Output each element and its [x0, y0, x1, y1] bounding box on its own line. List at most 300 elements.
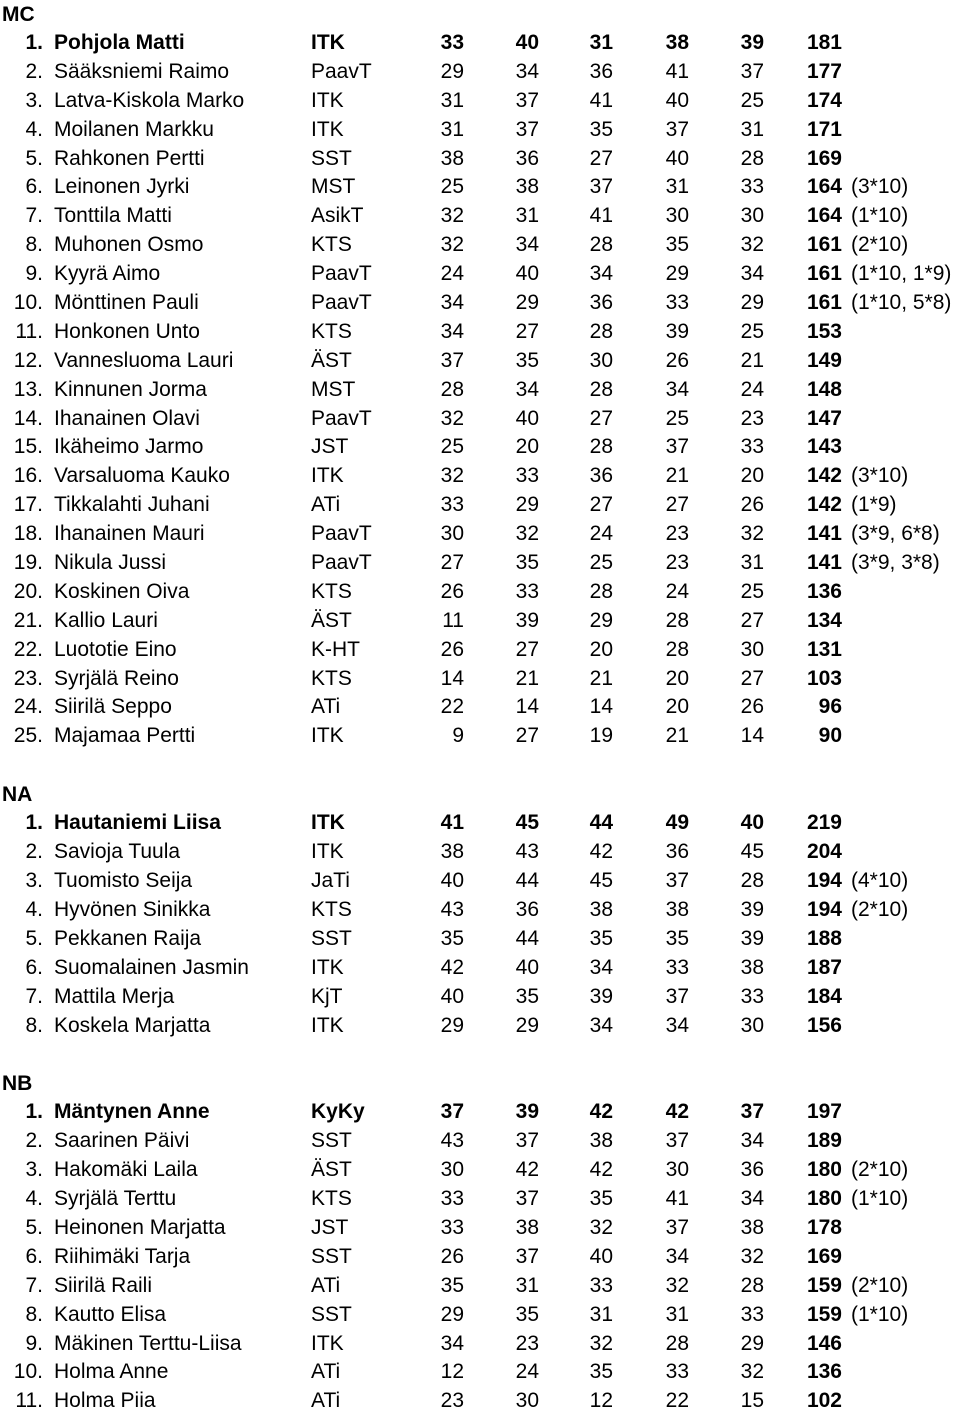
result-row	[0, 867, 960, 896]
total-score: 187	[806, 955, 842, 979]
tiebreak-note: (2*10)	[851, 233, 909, 257]
series-score-5: 37	[740, 1100, 764, 1124]
total-score: 164	[806, 204, 842, 228]
series-score-4: 30	[665, 1158, 689, 1182]
result-row	[0, 896, 960, 925]
club-cell: ITK	[311, 955, 344, 979]
series-score-5: 38	[740, 1215, 764, 1239]
rank-cell: 2.	[25, 1129, 43, 1153]
series-score-1: 31	[440, 88, 464, 112]
series-score-1: 38	[440, 146, 464, 170]
rank-cell: 9.	[25, 262, 43, 286]
series-score-4: 34	[665, 1013, 689, 1037]
total-score: 184	[806, 984, 842, 1008]
result-row	[0, 838, 960, 867]
series-score-1: 32	[440, 464, 464, 488]
tiebreak-note: (4*10)	[851, 869, 909, 893]
series-score-5: 29	[740, 1331, 764, 1355]
club-cell: K-HT	[311, 637, 360, 661]
series-score-3: 36	[589, 59, 613, 83]
result-row	[0, 722, 960, 751]
series-score-3: 28	[589, 319, 613, 343]
series-score-4: 31	[665, 175, 689, 199]
series-score-2: 44	[515, 869, 539, 893]
series-score-1: 33	[440, 1187, 464, 1211]
club-cell: SST	[311, 146, 352, 170]
rank-cell: 7.	[25, 204, 43, 228]
series-score-1: 32	[440, 406, 464, 430]
competitor-name: Varsaluoma Kauko	[54, 464, 230, 488]
competitor-name: Sääksniemi Raimo	[54, 59, 230, 83]
series-score-4: 39	[665, 319, 689, 343]
series-score-3: 28	[589, 579, 613, 603]
club-cell: PaavT	[311, 59, 372, 83]
competitor-name: Majamaa Pertti	[54, 724, 196, 748]
series-score-3: 38	[589, 1129, 613, 1153]
series-score-2: 37	[515, 88, 539, 112]
total-score: 219	[806, 811, 842, 835]
result-row	[0, 1185, 960, 1214]
result-row	[0, 145, 960, 174]
series-score-2: 20	[515, 435, 539, 459]
section-title-nb: NB	[2, 1072, 33, 1096]
series-score-1: 41	[440, 811, 464, 835]
competitor-name: Luototie Eino	[54, 637, 177, 661]
series-score-3: 28	[589, 377, 613, 401]
series-score-4: 24	[665, 579, 689, 603]
series-score-3: 35	[589, 1360, 613, 1384]
competitor-name: Mönttinen Pauli	[54, 291, 199, 315]
series-score-3: 27	[589, 406, 613, 430]
competitor-name: Hyvönen Sinikka	[54, 897, 211, 921]
series-score-4: 38	[665, 31, 689, 54]
series-score-4: 37	[665, 435, 689, 459]
series-score-2: 39	[515, 1100, 539, 1124]
series-score-1: 30	[440, 522, 464, 546]
series-score-2: 33	[515, 464, 539, 488]
rank-cell: 4.	[25, 897, 43, 921]
series-score-2: 29	[515, 291, 539, 315]
series-score-4: 32	[665, 1273, 689, 1297]
club-cell: SST	[311, 1302, 352, 1326]
series-score-4: 22	[665, 1389, 689, 1413]
series-score-4: 21	[665, 724, 689, 748]
series-score-1: 40	[440, 984, 464, 1008]
series-score-2: 40	[515, 406, 539, 430]
result-row	[0, 693, 960, 722]
series-score-3: 42	[589, 840, 613, 864]
competitor-name: Mäntynen Anne	[54, 1100, 210, 1124]
club-cell: JST	[311, 1215, 349, 1239]
total-score: 161	[806, 262, 842, 286]
series-score-2: 30	[515, 1389, 539, 1413]
tiebreak-note: (1*10)	[851, 1187, 909, 1211]
competitor-name: Tonttila Matti	[54, 204, 172, 228]
club-cell: ITK	[311, 88, 344, 112]
series-score-2: 40	[515, 955, 539, 979]
rank-cell: 1.	[25, 31, 43, 54]
club-cell: JST	[311, 435, 349, 459]
club-cell: ATi	[311, 493, 341, 517]
series-score-1: 29	[440, 1013, 464, 1037]
series-score-2: 27	[515, 724, 539, 748]
series-score-2: 27	[515, 637, 539, 661]
club-cell: MST	[311, 377, 356, 401]
competitor-name: Siirilä Seppo	[54, 695, 172, 719]
series-score-5: 30	[740, 204, 764, 228]
series-score-5: 32	[740, 233, 764, 257]
series-score-3: 40	[589, 1244, 613, 1268]
total-score: 194	[806, 869, 842, 893]
section-gap	[0, 751, 960, 780]
series-score-3: 21	[589, 666, 613, 690]
series-score-5: 28	[740, 146, 764, 170]
rank-cell: 4.	[25, 117, 43, 141]
rank-cell: 3.	[25, 869, 43, 893]
tiebreak-note: (1*10)	[851, 1302, 909, 1326]
club-cell: KTS	[311, 1187, 352, 1211]
series-score-3: 31	[589, 31, 613, 54]
result-row	[0, 491, 960, 520]
competitor-name: Siirilä Raili	[54, 1273, 153, 1297]
result-row	[0, 549, 960, 578]
total-score: 171	[806, 117, 842, 141]
rank-cell: 7.	[25, 1273, 43, 1297]
series-score-5: 32	[740, 1360, 764, 1384]
competitor-name: Koskela Marjatta	[54, 1013, 211, 1037]
tiebreak-note: (1*10, 5*8)	[851, 291, 952, 315]
result-row	[0, 58, 960, 87]
club-cell: KTS	[311, 897, 352, 921]
club-cell: KTS	[311, 579, 352, 603]
series-score-3: 37	[589, 175, 613, 199]
result-row	[0, 87, 960, 116]
club-cell: KyKy	[311, 1100, 365, 1124]
rank-cell: 24.	[13, 695, 43, 719]
result-row	[0, 1156, 960, 1185]
competitor-name: Holma Anne	[54, 1360, 169, 1384]
competitor-name: Honkonen Unto	[54, 319, 200, 343]
result-row	[0, 376, 960, 405]
series-score-1: 32	[440, 233, 464, 257]
competitor-name: Kallio Lauri	[54, 608, 158, 632]
series-score-5: 27	[740, 666, 764, 690]
total-score: 188	[806, 926, 842, 950]
series-score-2: 23	[515, 1331, 539, 1355]
series-score-4: 25	[665, 406, 689, 430]
total-score: 146	[806, 1331, 842, 1355]
competitor-name: Ihanainen Olavi	[54, 406, 200, 430]
series-score-5: 39	[740, 31, 764, 54]
series-score-3: 27	[589, 493, 613, 517]
series-score-5: 39	[740, 897, 764, 921]
total-score: 136	[806, 1360, 842, 1384]
club-cell: ÄST	[311, 1158, 352, 1182]
series-score-1: 35	[440, 1273, 464, 1297]
total-score: 169	[806, 1244, 842, 1268]
series-score-5: 20	[740, 464, 764, 488]
result-row	[0, 173, 960, 202]
tiebreak-note: (2*10)	[851, 897, 909, 921]
series-score-4: 30	[665, 204, 689, 228]
series-score-1: 12	[440, 1360, 464, 1384]
series-score-2: 34	[515, 233, 539, 257]
series-score-1: 25	[440, 175, 464, 199]
series-score-2: 44	[515, 926, 539, 950]
series-score-3: 35	[589, 926, 613, 950]
result-row	[0, 1301, 960, 1330]
series-score-2: 39	[515, 608, 539, 632]
rank-cell: 5.	[25, 926, 43, 950]
competitor-name: Kautto Elisa	[54, 1302, 167, 1326]
series-score-2: 38	[515, 175, 539, 199]
section-gap	[0, 1040, 960, 1069]
tiebreak-note: (1*10, 1*9)	[851, 262, 952, 286]
series-score-5: 31	[740, 117, 764, 141]
result-row	[0, 1358, 960, 1387]
series-score-3: 42	[589, 1100, 613, 1124]
rank-cell: 11.	[15, 319, 43, 343]
competitor-name: Ikäheimo Jarmo	[54, 435, 204, 459]
series-score-5: 37	[740, 59, 764, 83]
club-cell: KTS	[311, 233, 352, 257]
series-score-1: 37	[440, 1100, 464, 1124]
series-score-3: 27	[589, 146, 613, 170]
result-row	[0, 954, 960, 983]
rank-cell: 6.	[25, 955, 43, 979]
series-score-5: 30	[740, 1013, 764, 1037]
series-score-2: 31	[515, 204, 539, 228]
series-score-3: 33	[589, 1273, 613, 1297]
series-score-2: 31	[515, 1273, 539, 1297]
rank-cell: 14.	[13, 406, 43, 430]
club-cell: PaavT	[311, 262, 372, 286]
rank-cell: 13.	[13, 377, 43, 401]
total-score: 142	[806, 464, 842, 488]
rank-cell: 21.	[13, 608, 43, 632]
series-score-2: 29	[515, 1013, 539, 1037]
series-score-4: 35	[665, 926, 689, 950]
club-cell: KTS	[311, 319, 352, 343]
series-score-1: 9	[452, 724, 464, 748]
result-row	[0, 1330, 960, 1359]
competitor-name: Saarinen Päivi	[54, 1129, 190, 1153]
series-score-3: 45	[589, 869, 613, 893]
total-score: 134	[806, 608, 842, 632]
series-score-3: 32	[589, 1331, 613, 1355]
club-cell: MST	[311, 175, 356, 199]
total-score: 153	[806, 319, 842, 343]
series-score-3: 38	[589, 897, 613, 921]
club-cell: PaavT	[311, 551, 372, 575]
series-score-4: 28	[665, 1331, 689, 1355]
series-score-3: 41	[589, 204, 613, 228]
rank-cell: 1.	[25, 1100, 43, 1124]
series-score-3: 34	[589, 262, 613, 286]
total-score: 164	[806, 175, 842, 199]
result-row	[0, 665, 960, 694]
result-row	[0, 983, 960, 1012]
series-score-2: 34	[515, 377, 539, 401]
tiebreak-note: (3*9, 6*8)	[851, 522, 940, 546]
series-score-3: 20	[589, 637, 613, 661]
series-score-1: 43	[440, 1129, 464, 1153]
series-score-2: 32	[515, 522, 539, 546]
series-score-1: 34	[440, 1331, 464, 1355]
total-score: 180	[806, 1158, 842, 1182]
club-cell: ATi	[311, 1273, 341, 1297]
series-score-2: 35	[515, 551, 539, 575]
rank-cell: 3.	[25, 1158, 43, 1182]
competitor-name: Latva-Kiskola Marko	[54, 88, 245, 112]
series-score-3: 41	[589, 88, 613, 112]
rank-cell: 16.	[13, 464, 43, 488]
series-score-1: 29	[440, 59, 464, 83]
series-score-5: 39	[740, 926, 764, 950]
series-score-5: 28	[740, 869, 764, 893]
series-score-1: 26	[440, 637, 464, 661]
series-score-4: 33	[665, 955, 689, 979]
series-score-2: 35	[515, 984, 539, 1008]
section-title-mc: MC	[2, 3, 35, 26]
series-score-2: 42	[515, 1158, 539, 1182]
competitor-name: Nikula Jussi	[54, 551, 167, 575]
series-score-4: 40	[665, 88, 689, 112]
series-score-1: 38	[440, 840, 464, 864]
series-score-2: 35	[515, 1302, 539, 1326]
total-score: 90	[818, 724, 842, 748]
series-score-4: 29	[665, 262, 689, 286]
rank-cell: 12.	[13, 348, 43, 372]
series-score-5: 33	[740, 175, 764, 199]
series-score-5: 24	[740, 377, 764, 401]
rank-cell: 1.	[25, 811, 43, 835]
total-score: 159	[806, 1302, 842, 1326]
total-score: 142	[806, 493, 842, 517]
total-score: 96	[818, 695, 842, 719]
series-score-1: 35	[440, 926, 464, 950]
series-score-5: 27	[740, 608, 764, 632]
series-score-4: 40	[665, 146, 689, 170]
rank-cell: 9.	[25, 1331, 43, 1355]
tiebreak-note: (2*10)	[851, 1158, 909, 1182]
total-score: 169	[806, 146, 842, 170]
club-cell: SST	[311, 926, 352, 950]
competitor-name: Muhonen Osmo	[54, 233, 204, 257]
result-row	[0, 636, 960, 665]
competitor-name: Rahkonen Pertti	[54, 146, 205, 170]
rank-cell: 8.	[25, 1302, 43, 1326]
competitor-name: Koskinen Oiva	[54, 579, 190, 603]
result-row	[0, 1243, 960, 1272]
total-score: 141	[806, 522, 842, 546]
rank-cell: 11.	[15, 1389, 43, 1413]
competitor-name: Mattila Merja	[54, 984, 175, 1008]
series-score-4: 34	[665, 377, 689, 401]
series-score-3: 25	[589, 551, 613, 575]
rank-cell: 8.	[25, 233, 43, 257]
series-score-1: 34	[440, 291, 464, 315]
series-score-5: 28	[740, 1273, 764, 1297]
series-score-4: 27	[665, 493, 689, 517]
series-score-5: 33	[740, 984, 764, 1008]
series-score-4: 41	[665, 59, 689, 83]
competitor-name: Pekkanen Raija	[54, 926, 202, 950]
result-row	[0, 231, 960, 260]
total-score: 102	[806, 1389, 842, 1413]
club-cell: ITK	[311, 1331, 344, 1355]
series-score-2: 36	[515, 146, 539, 170]
series-score-1: 40	[440, 869, 464, 893]
series-score-4: 26	[665, 348, 689, 372]
tiebreak-note: (3*9, 3*8)	[851, 551, 940, 575]
series-score-4: 33	[665, 291, 689, 315]
series-score-1: 22	[440, 695, 464, 719]
competitor-name: Vannesluoma Lauri	[54, 348, 234, 372]
competitor-name: Holma Piia	[54, 1389, 156, 1413]
total-score: 197	[806, 1100, 842, 1124]
club-cell: ATi	[311, 1360, 341, 1384]
series-score-2: 40	[515, 31, 539, 54]
series-score-3: 12	[589, 1389, 613, 1413]
series-score-4: 37	[665, 869, 689, 893]
competitor-name: Savioja Tuula	[54, 840, 181, 864]
total-score: 177	[806, 59, 842, 83]
series-score-4: 36	[665, 840, 689, 864]
result-row	[0, 925, 960, 954]
result-row	[0, 578, 960, 607]
club-cell: PaavT	[311, 406, 372, 430]
competitor-name: Riihimäki Tarja	[54, 1244, 191, 1268]
series-score-4: 37	[665, 984, 689, 1008]
series-score-3: 35	[589, 117, 613, 141]
series-score-2: 37	[515, 1187, 539, 1211]
result-row	[0, 29, 960, 58]
total-score: 143	[806, 435, 842, 459]
total-score: 178	[806, 1215, 842, 1239]
tiebreak-note: (1*9)	[851, 493, 897, 517]
series-score-1: 24	[440, 262, 464, 286]
series-score-3: 34	[589, 1013, 613, 1037]
series-score-5: 21	[740, 348, 764, 372]
club-cell: SST	[311, 1129, 352, 1153]
competitor-name: Hakomäki Laila	[54, 1158, 198, 1182]
series-score-4: 23	[665, 522, 689, 546]
series-score-1: 34	[440, 319, 464, 343]
club-cell: KTS	[311, 666, 352, 690]
tiebreak-note: (3*10)	[851, 464, 909, 488]
series-score-3: 36	[589, 464, 613, 488]
competitor-name: Tuomisto Seija	[54, 869, 193, 893]
club-cell: ITK	[311, 117, 344, 141]
total-score: 156	[806, 1013, 842, 1037]
series-score-5: 33	[740, 435, 764, 459]
series-score-5: 33	[740, 1302, 764, 1326]
total-score: 194	[806, 897, 842, 921]
total-score: 159	[806, 1273, 842, 1297]
tiebreak-note: (1*10)	[851, 204, 909, 228]
club-cell: ÄST	[311, 348, 352, 372]
series-score-4: 21	[665, 464, 689, 488]
series-score-5: 25	[740, 319, 764, 343]
result-row	[0, 1214, 960, 1243]
series-score-1: 14	[440, 666, 464, 690]
result-row	[0, 405, 960, 434]
series-score-2: 35	[515, 348, 539, 372]
club-cell: ITK	[311, 31, 345, 54]
series-score-1: 29	[440, 1302, 464, 1326]
competitor-name: Hautaniemi Liisa	[54, 811, 221, 835]
